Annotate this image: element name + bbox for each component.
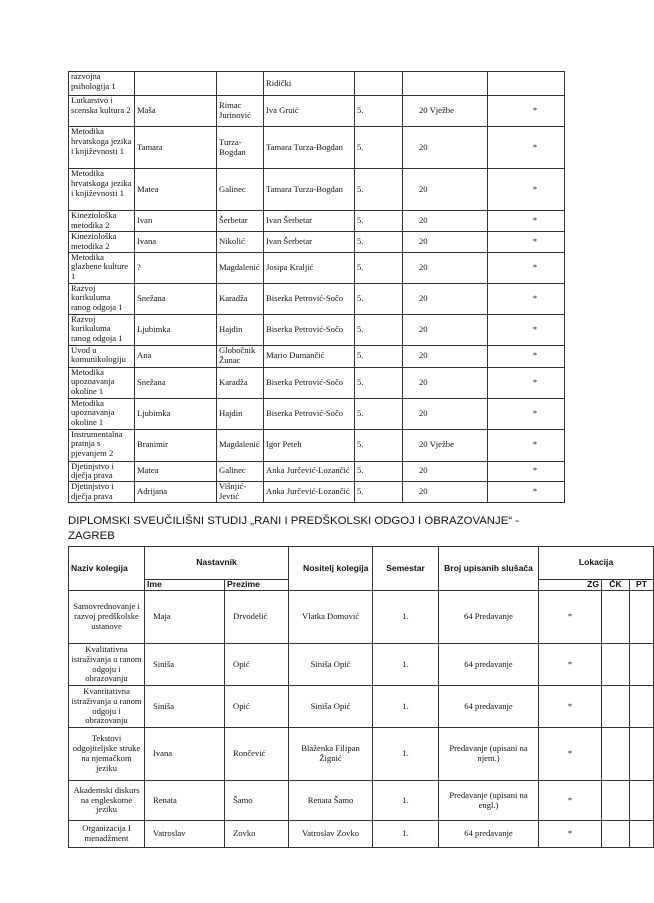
holder-cell: Renata Šamo — [289, 781, 373, 821]
students-cell: 64 predavanje — [439, 686, 539, 728]
semester-cell: 5. — [355, 252, 403, 283]
last-name-cell: Hajdin — [217, 314, 264, 345]
table-row — [69, 96, 565, 127]
last-name-cell: Galinec — [217, 461, 264, 482]
table-row — [69, 314, 565, 345]
students-cell: 20 Vježbe — [403, 96, 488, 127]
header-teacher: Nastavnik — [145, 547, 289, 580]
location-cell: * — [488, 482, 565, 503]
semester-cell: 1. — [373, 728, 439, 781]
course-cell: Djetinjstvo i dječja prava — [69, 461, 135, 482]
table-row — [69, 821, 654, 848]
table-row — [69, 127, 565, 169]
semester-cell: 5. — [355, 398, 403, 429]
holder-cell: Biserka Petrović-Sočo — [264, 398, 355, 429]
last-name-cell: Višnjić-Jevtić — [217, 482, 264, 503]
holder-cell: Tamara Turza-Bogdan — [264, 127, 355, 169]
first-name-cell: Siniša — [145, 686, 225, 728]
holder-cell: Igor Peteh — [264, 429, 355, 461]
first-name-cell: Siniša — [145, 644, 225, 686]
first-name-cell: Ljubimka — [135, 398, 217, 429]
first-name-cell: Ivana — [135, 231, 217, 252]
first-name-cell: Ivan — [135, 211, 217, 232]
last-name-cell: Magdalenić — [217, 429, 264, 461]
holder-cell: Siniša Opić — [289, 644, 373, 686]
loc-ck-cell — [602, 686, 630, 728]
table-row — [69, 345, 565, 367]
first-name-cell: Renata — [145, 781, 225, 821]
holder-cell: Mario Dumančić — [264, 345, 355, 367]
course-cell: Razvoj kurikuluma ranog odgoja 1 — [69, 283, 135, 314]
last-name-cell: Šamo — [225, 781, 289, 821]
table-row — [69, 252, 565, 283]
header-row-main — [69, 547, 654, 580]
course-cell: Kineziološka metodika 2 — [69, 211, 135, 232]
loc-zg-cell: * — [539, 591, 602, 644]
first-name-cell: Snežana — [135, 367, 217, 398]
semester-cell: 1. — [373, 821, 439, 848]
table-row — [69, 231, 565, 252]
header-holder: Nositelj kolegija — [289, 547, 373, 591]
holder-cell: Ivan Šerbetar — [264, 231, 355, 252]
course-cell: Djetinjstvo i dječja prava — [69, 482, 135, 503]
first-name-cell: Ivana — [145, 728, 225, 781]
students-cell: 20 — [403, 345, 488, 367]
first-name-cell: Ljubimka — [135, 314, 217, 345]
loc-ck-cell — [602, 728, 630, 781]
semester-cell: 1. — [373, 686, 439, 728]
last-name-cell: Hajdin — [217, 398, 264, 429]
loc-pt-cell — [630, 821, 654, 848]
students-cell: Predavanje (upisani na engl.) — [439, 781, 539, 821]
header-enrolled: Broj upisanih slušača — [439, 547, 539, 591]
location-cell: * — [488, 345, 565, 367]
semester-cell: 5. — [355, 429, 403, 461]
semester-cell: 1. — [373, 781, 439, 821]
students-cell: 20 — [403, 482, 488, 503]
last-name-cell: Zovko — [225, 821, 289, 848]
loc-pt-cell — [630, 644, 654, 686]
location-cell: * — [488, 461, 565, 482]
first-name-cell: Vatroslav — [145, 821, 225, 848]
last-name-cell: Drvodelić — [225, 591, 289, 644]
header-last-name: Prezime — [225, 580, 289, 591]
holder-cell: Anka Jurčević-Lozančić — [264, 482, 355, 503]
course-cell: Kineziološka metodika 2 — [69, 231, 135, 252]
last-name-cell: Karadža — [217, 283, 264, 314]
holder-cell: Iva Gruić — [264, 96, 355, 127]
holder-cell: Josipa Kraljić — [264, 252, 355, 283]
table-row — [69, 283, 565, 314]
students-cell: 20 Vježbe — [403, 429, 488, 461]
last-name-cell: Rimac Jurinović — [217, 96, 264, 127]
last-name-cell: Turza-Bogdan — [217, 127, 264, 169]
location-cell: * — [488, 231, 565, 252]
semester-cell: 1. — [373, 591, 439, 644]
last-name-cell: Galinec — [217, 169, 264, 211]
first-name-cell: Maša — [135, 96, 217, 127]
students-cell: 20 — [403, 127, 488, 169]
location-cell: * — [488, 398, 565, 429]
header-first-name: Ime — [145, 580, 225, 591]
table-row — [69, 211, 565, 232]
course-table-undergraduate — [68, 71, 565, 503]
course-cell: Razvoj kurikuluma ranog odgoja 1 — [69, 314, 135, 345]
semester-cell: 5. — [355, 211, 403, 232]
students-cell: 20 — [403, 252, 488, 283]
first-name-cell: Snežana — [135, 283, 217, 314]
last-name-cell: Opić — [225, 644, 289, 686]
semester-cell: 5. — [355, 314, 403, 345]
first-name-cell: ? — [135, 252, 217, 283]
holder-cell: Vlatka Domović — [289, 591, 373, 644]
course-cell: Kvalitativna istraživanja u ranom odgoju i obrazovanju — [69, 644, 145, 686]
semester-cell: 5. — [355, 345, 403, 367]
students-cell: 20 — [403, 283, 488, 314]
semester-cell: 5. — [355, 461, 403, 482]
location-cell: * — [488, 367, 565, 398]
semester-cell: 5. — [355, 96, 403, 127]
header-semester: Semestar — [373, 547, 439, 591]
course-cell: Akademski diskurs na engleskome jeziku — [69, 781, 145, 821]
table-row — [69, 367, 565, 398]
last-name-cell: Opić — [225, 686, 289, 728]
students-cell: 20 — [403, 231, 488, 252]
last-name-cell: Magdalenić — [217, 252, 264, 283]
course-cell: Instrumentalna pratnja s pjevanjem 2 — [69, 429, 135, 461]
first-name-cell: Ana — [135, 345, 217, 367]
location-cell: * — [488, 211, 565, 232]
last-name-cell: Karadža — [217, 367, 264, 398]
header-loc-ck: ČK — [602, 580, 630, 591]
first-name-cell: Matea — [135, 461, 217, 482]
loc-ck-cell — [602, 644, 630, 686]
loc-zg-cell: * — [539, 644, 602, 686]
table-row — [69, 591, 654, 644]
course-cell: Metodika upoznavanja okoline 1 — [69, 367, 135, 398]
semester-cell: 5. — [355, 231, 403, 252]
students-cell: 20 — [403, 169, 488, 211]
loc-zg-cell: * — [539, 821, 602, 848]
location-cell: * — [488, 283, 565, 314]
header-loc-zg: ZG — [539, 580, 602, 591]
course-cell: Metodika upoznavanja okoline 1 — [69, 398, 135, 429]
header-loc-pt: PT — [630, 580, 654, 591]
course-cell: Samovrednovanje i razvoj predškolske ustanove — [69, 591, 145, 644]
students-cell: 64 Predavanje — [439, 591, 539, 644]
holder-cell: Biserka Petrović-Sočo — [264, 283, 355, 314]
last-name-cell: Nikolić — [217, 231, 264, 252]
table-row — [69, 781, 654, 821]
last-name-cell: Rončević — [225, 728, 289, 781]
holder-cell: Tamara Turza-Bogdan — [264, 169, 355, 211]
table-row — [69, 72, 565, 96]
loc-ck-cell — [602, 591, 630, 644]
semester-cell: 1. — [373, 644, 439, 686]
loc-ck-cell — [602, 781, 630, 821]
table-row — [69, 686, 654, 728]
course-cell: Kvantitativna istraživanja u ranom odgoju i obrazovanju — [69, 686, 145, 728]
header-location: Lokacija — [539, 547, 654, 580]
location-cell: * — [488, 252, 565, 283]
first-name-cell: Maja — [145, 591, 225, 644]
location-cell: * — [488, 96, 565, 127]
course-cell: Metodika hrvatskoga jezika i književnosti 1 — [69, 127, 135, 169]
students-cell: 20 — [403, 314, 488, 345]
location-cell: * — [488, 127, 565, 169]
first-name-cell: Branimir — [135, 429, 217, 461]
semester-cell: 5. — [355, 127, 403, 169]
loc-pt-cell — [630, 686, 654, 728]
last-name-cell — [217, 72, 264, 96]
students-cell: 20 — [403, 211, 488, 232]
students-cell: 20 — [403, 398, 488, 429]
loc-pt-cell — [630, 728, 654, 781]
students-cell: 20 — [403, 367, 488, 398]
course-cell: Lutkarstvo i scenska kultura 2 — [69, 96, 135, 127]
header-course: Naziv kolegija — [69, 547, 145, 591]
semester-cell: 5. — [355, 482, 403, 503]
first-name-cell: Adrijana — [135, 482, 217, 503]
semester-cell: 5. — [355, 169, 403, 211]
course-cell: Tekstovi odgojiteljske struke na njemačkom jeziku — [69, 728, 145, 781]
loc-ck-cell — [602, 821, 630, 848]
table-row — [69, 461, 565, 482]
students-cell: 64 predavanje — [439, 644, 539, 686]
table-row — [69, 429, 565, 461]
semester-cell — [355, 72, 403, 96]
section-title: DIPLOMSKI SVEUČILIŠNI STUDIJ „RANI I PREDŠKOLSKI ODGOJ I OBRAZOVANJE“ - ZAGREB — [68, 515, 520, 542]
students-cell: Predavanje (upisani na njem.) — [439, 728, 539, 781]
students-cell: 20 — [403, 461, 488, 482]
table-row — [69, 169, 565, 211]
course-cell: Uvod u komunikologiju — [69, 345, 135, 367]
location-cell: * — [488, 429, 565, 461]
holder-cell: Biserka Petrović-Sočo — [264, 367, 355, 398]
course-cell: Organizacija I menadžment — [69, 821, 145, 848]
last-name-cell: Šerbetar — [217, 211, 264, 232]
loc-pt-cell — [630, 591, 654, 644]
location-cell — [488, 72, 565, 96]
course-table-graduate — [68, 546, 654, 848]
students-cell: 64 predavanje — [439, 821, 539, 848]
table-row — [69, 728, 654, 781]
semester-cell: 5. — [355, 367, 403, 398]
table-row — [69, 644, 654, 686]
location-cell: * — [488, 314, 565, 345]
holder-cell: Blaženka Filipan Žignić — [289, 728, 373, 781]
holder-cell: Ivan Šerbetar — [264, 211, 355, 232]
first-name-cell: Matea — [135, 169, 217, 211]
table-row — [69, 398, 565, 429]
holder-cell: Biserka Petrović-Sočo — [264, 314, 355, 345]
course-cell: razvojna psihologija 1 — [69, 72, 135, 96]
loc-zg-cell: * — [539, 728, 602, 781]
semester-cell: 5. — [355, 283, 403, 314]
first-name-cell — [135, 72, 217, 96]
last-name-cell: Globočnik Žunac — [217, 345, 264, 367]
students-cell — [403, 72, 488, 96]
loc-zg-cell: * — [539, 686, 602, 728]
course-cell: Metodika hrvatskoga jezika i književnosti 1 — [69, 169, 135, 211]
table-row — [69, 482, 565, 503]
holder-cell: Ridički — [264, 72, 355, 96]
holder-cell: Vatroslav Zovko — [289, 821, 373, 848]
first-name-cell: Tamara — [135, 127, 217, 169]
loc-pt-cell — [630, 781, 654, 821]
loc-zg-cell: * — [539, 781, 602, 821]
location-cell: * — [488, 169, 565, 211]
holder-cell: Anka Jurčević-Lozančić — [264, 461, 355, 482]
course-cell: Metodika glazbene kulture 1 — [69, 252, 135, 283]
holder-cell: Siniša Opić — [289, 686, 373, 728]
